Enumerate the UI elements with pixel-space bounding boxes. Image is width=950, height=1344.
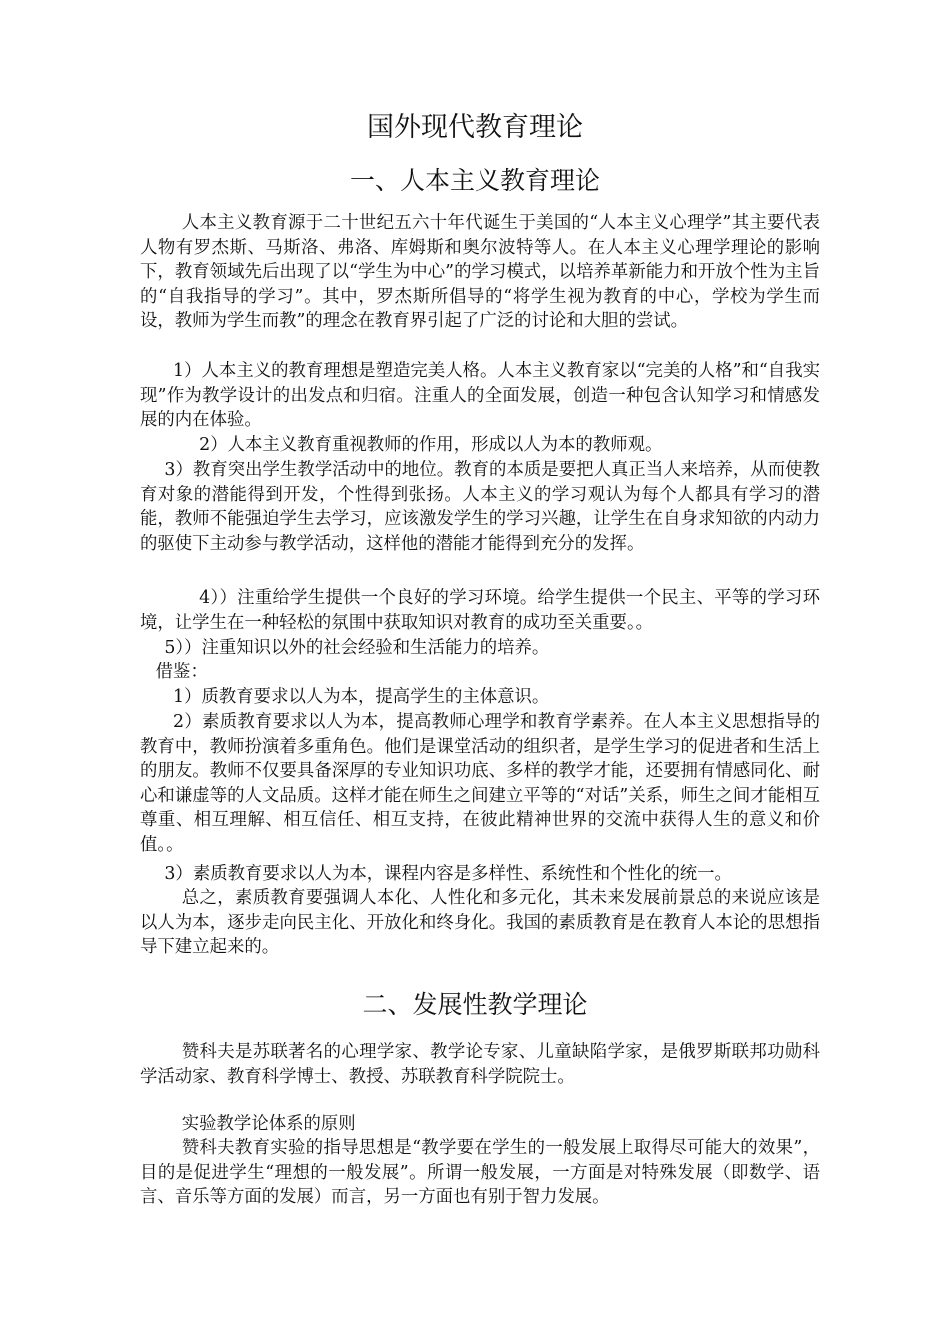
- paragraph-lesson-1: 1）质教育要求以人为本，提高学生的主体意识。: [173, 687, 550, 707]
- paragraph-summary: 总之，素质教育要强调人本化、人性化和多元化，其未来发展前景总的来说应该是以人为本，逐步走向民主化、开放化和终身化。我国的素质教育是在教育人本论的思想指导下建立起来的。: [140, 888, 820, 958]
- paragraph-point-1: 1）人本主义的教育理想是塑造完美人格。人本主义教育家以“完美的人格”和“自我实现”作为教学设计的出发点和归宿。注重人的全面发展，创造一种包含认知学习和情感发展的内在体验。: [140, 361, 820, 431]
- paragraph-point-2: 2）人本主义教育重视教师的作用，形成以人为本的教师观。: [199, 435, 663, 455]
- paragraph-humanism-intro: 人本主义教育源于二十世纪五六十年代诞生于美国的“人本主义心理学”其主要代表人物有罗杰斯、马斯洛、弗洛、库姆斯和奥尔波特等人。在人本主义心理学理论的影响下，教育领域先后出现了以“学生为中心”的学习模式，以培养革新能力和开放个性为主旨的“自我指导的学习”。其中，罗杰斯所倡导的“将学生视为教育的中心，学校为学生而设，教师为学生而教”的理念在教育界引起了广泛的讨论和大胆的尝试。: [140, 213, 820, 332]
- paragraph-point-3: 3）教育突出学生教学活动中的地位。教育的本质是要把人真正当人来培养，从而使教育对象的潜能得到开发，个性得到张扬。人本主义的学习观认为每个人都具有学习的潜能，教师不能强迫学生去学习，应该激发学生的学习兴趣，让学生在自身求知欲的内动力的驱使下主动参与教学活动，这样他的潜能才能得到充分的发挥。: [140, 460, 820, 554]
- paragraph-zankov-intro: 赞科夫是苏联著名的心理学家、教学论专家、儿童缺陷学家，是俄罗斯联邦功勋科学活动家、教育科学博士、教授、苏联教育科学院院士。: [140, 1042, 820, 1087]
- document-title: 国外现代教育理论: [367, 112, 583, 143]
- paragraph-lesson-2: 2）素质教育要求以人为本，提高教师心理学和教育学素养。在人本主义思想指导的教育中，教师扮演着多重角色。他们是课堂活动的组织者，是学生学习的促进者和生活上的朋友。教师不仅要具备深厚的专业知识功底、多样的教学才能，还要拥有情感同化、耐心和谦虚等的人文品质。这样才能在师生之间建立平等的“对话”关系，师生之间才能相互尊重、相互理解、相互信任、相互支持，在彼此精神世界的交流中获得人生的意义和价值。。: [140, 712, 820, 855]
- paragraph-lesson-3: 3）素质教育要求以人为本，课程内容是多样性、系统性和个性化的统一。: [164, 864, 732, 884]
- paragraph-point-5: 5））注重知识以外的社会经验和生活能力的培养。: [164, 638, 550, 658]
- jiejian-label: 借鉴：: [155, 662, 208, 682]
- subheading-principles: 实验教学论体系的原则: [181, 1114, 356, 1134]
- section-heading-developmental: 二、发展性教学理论: [362, 990, 588, 1019]
- paragraph-zankov-body: 赞科夫教育实验的指导思想是“教学要在学生的一般发展上取得尽可能大的效果”，目的是促进学生“理想的一般发展”。所谓一般发展，一方面是对特殊发展（即数学、语言、音乐等方面的发展）而言，另一方面也有别于智力发展。: [140, 1138, 820, 1208]
- paragraph-point-4: 4））注重给学生提供一个良好的学习环境。给学生提供一个民主、平等的学习环境，让学生在一种轻松的氛围中获取知识对教育的成功至关重要。。: [140, 588, 820, 633]
- section-heading-humanism: 一、人本主义教育理论: [349, 166, 600, 195]
